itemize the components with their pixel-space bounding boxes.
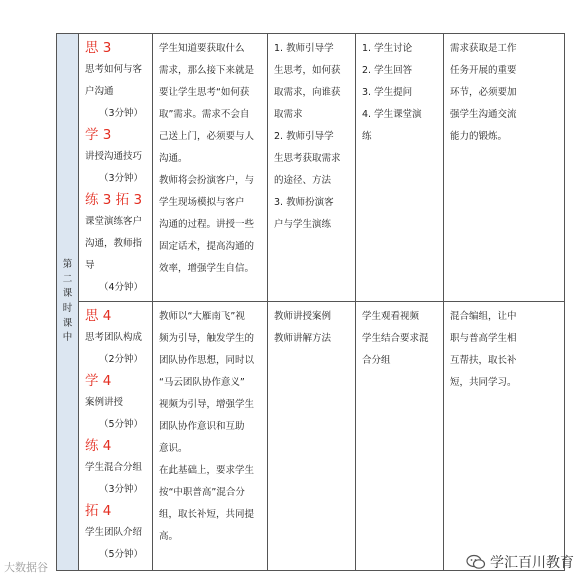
text-line: 短，共同学习。 [450, 377, 517, 388]
text-line: 合分组 [362, 355, 391, 366]
step-description: 讲授沟通技巧 [85, 151, 143, 162]
step-label: 学 3 [85, 127, 112, 143]
step-duration: （3分钟） [99, 484, 144, 495]
text-line: 意识。 [159, 443, 188, 454]
text-line: 要让学生思考“如何获 [159, 87, 250, 98]
text-line: 2. 学生回答 [362, 65, 413, 76]
text-line: 练 [362, 131, 372, 142]
text-line: 生思考获取需求 [274, 153, 341, 164]
step-label: 思 3 [85, 40, 112, 56]
watermark-right [466, 552, 574, 572]
step-description: 沟通，教师指导 [85, 238, 143, 271]
text-line: 视频为引导，增强学生 [159, 399, 255, 410]
text-line: 强学生沟通交流 [450, 109, 517, 120]
text-line: 学生结合要求混 [362, 333, 429, 344]
step-label: 练 4 [85, 438, 112, 454]
text-line: 3. 学生提问 [362, 87, 413, 98]
text-line: 1. 学生讨论 [362, 43, 413, 54]
design-intent-cell [444, 302, 565, 571]
text-line: 户与学生演练 [274, 219, 332, 230]
steps-cell [79, 34, 153, 302]
stage-label: 第二课时课中 [62, 258, 73, 344]
design-cell [153, 34, 268, 302]
step-label: 学 4 [85, 373, 112, 389]
step-description: 案例讲授 [85, 397, 124, 408]
step-duration: （3分钟） [99, 173, 144, 184]
student-activity-cell [356, 34, 444, 302]
text-line: 职与普高学生相 [450, 333, 517, 344]
step-duration: （4分钟） [99, 282, 144, 293]
text-line: 组，取长补短，共同提 [159, 509, 255, 520]
table-row [57, 302, 565, 571]
text-line: 教师讲解方法 [274, 333, 332, 344]
text-line: 团队协作意识和互助 [159, 421, 245, 432]
text-line: 按“中职普高”混合分 [159, 487, 245, 498]
text-line: 教师将会扮演客户，与 [159, 175, 255, 186]
text-line: 学生现场模拟与客户 [159, 197, 245, 208]
step-label: 拓 4 [85, 503, 112, 519]
design-intent-cell [444, 34, 565, 302]
text-line: 环节，必须要加 [450, 87, 517, 98]
step-duration: （3分钟） [99, 108, 144, 119]
text-line: 能力的锻炼。 [450, 131, 508, 142]
text-line: 己送上门，必须要与人 [159, 131, 255, 142]
design-cell [153, 302, 268, 571]
step-description: 学生团队介绍 [85, 527, 143, 538]
step-label: 练 3 拓 3 [85, 192, 143, 208]
text-line: 学生知道要获取什么 [159, 43, 245, 54]
wechat-icon [466, 554, 486, 570]
text-line: 的途径、方法 [274, 175, 332, 186]
text-line: 沟通的过程。讲授一些 [159, 219, 255, 230]
text-line: 沟通。 [159, 153, 188, 164]
text-line: 1. 教师引导学 [274, 43, 334, 54]
teacher-activity-cell [268, 34, 356, 302]
step-duration: （5分钟） [99, 549, 144, 560]
teacher-activity-cell [268, 302, 356, 571]
watermark-left [4, 559, 48, 575]
watermark-left-text: 大数据谷 [4, 561, 48, 574]
step-label: 思 4 [85, 308, 112, 324]
step-description: 思考如何与客 [85, 64, 143, 75]
steps-cell [79, 302, 153, 571]
text-line: 教师以“大雁南飞”视 [159, 311, 245, 322]
lesson-plan-table [56, 33, 565, 571]
step-description: 课堂演练客户 [85, 216, 143, 227]
text-line: “马云团队协作意义” [159, 377, 245, 388]
text-line: 团队协作思想，同时以 [159, 355, 255, 366]
step-duration: （5分钟） [99, 419, 144, 430]
step-description: 思考团队构成 [85, 332, 143, 343]
text-line: 取需求 [274, 109, 303, 120]
text-line: 教师讲授案例 [274, 311, 332, 322]
text-line: 生思考，如何获 [274, 65, 341, 76]
text-line: 混合编组，让中 [450, 311, 517, 322]
text-line: 3. 教师扮演客 [274, 197, 334, 208]
table-row [57, 34, 565, 302]
step-description: 户沟通 [85, 86, 114, 97]
text-line: 需求获取是工作 [450, 43, 517, 54]
text-line: 高。 [159, 531, 179, 542]
text-line: 4. 学生课堂演 [362, 109, 422, 120]
text-line: 效率，增强学生自信。 [159, 263, 255, 274]
student-activity-cell [356, 302, 444, 571]
text-line: 学生观看视频 [362, 311, 420, 322]
text-line: 取”需求。需求不会自 [159, 109, 250, 120]
stage-cell [57, 34, 79, 571]
text-line: 取需求，向谁获 [274, 87, 341, 98]
text-line: 互帮扶，取长补 [450, 355, 517, 366]
text-line: 频为引导，触发学生的 [159, 333, 255, 344]
text-line: 任务开展的重要 [450, 65, 517, 76]
text-line: 在此基础上，要求学生 [159, 465, 255, 476]
text-line: 需求，那么接下来就是 [159, 65, 255, 76]
text-line: 2. 教师引导学 [274, 131, 334, 142]
step-description: 学生混合分组 [85, 462, 143, 473]
watermark-right-text: 学汇百川教育 [490, 555, 574, 571]
text-line: 固定话术，提高沟通的 [159, 241, 255, 252]
step-duration: （2分钟） [99, 354, 144, 365]
